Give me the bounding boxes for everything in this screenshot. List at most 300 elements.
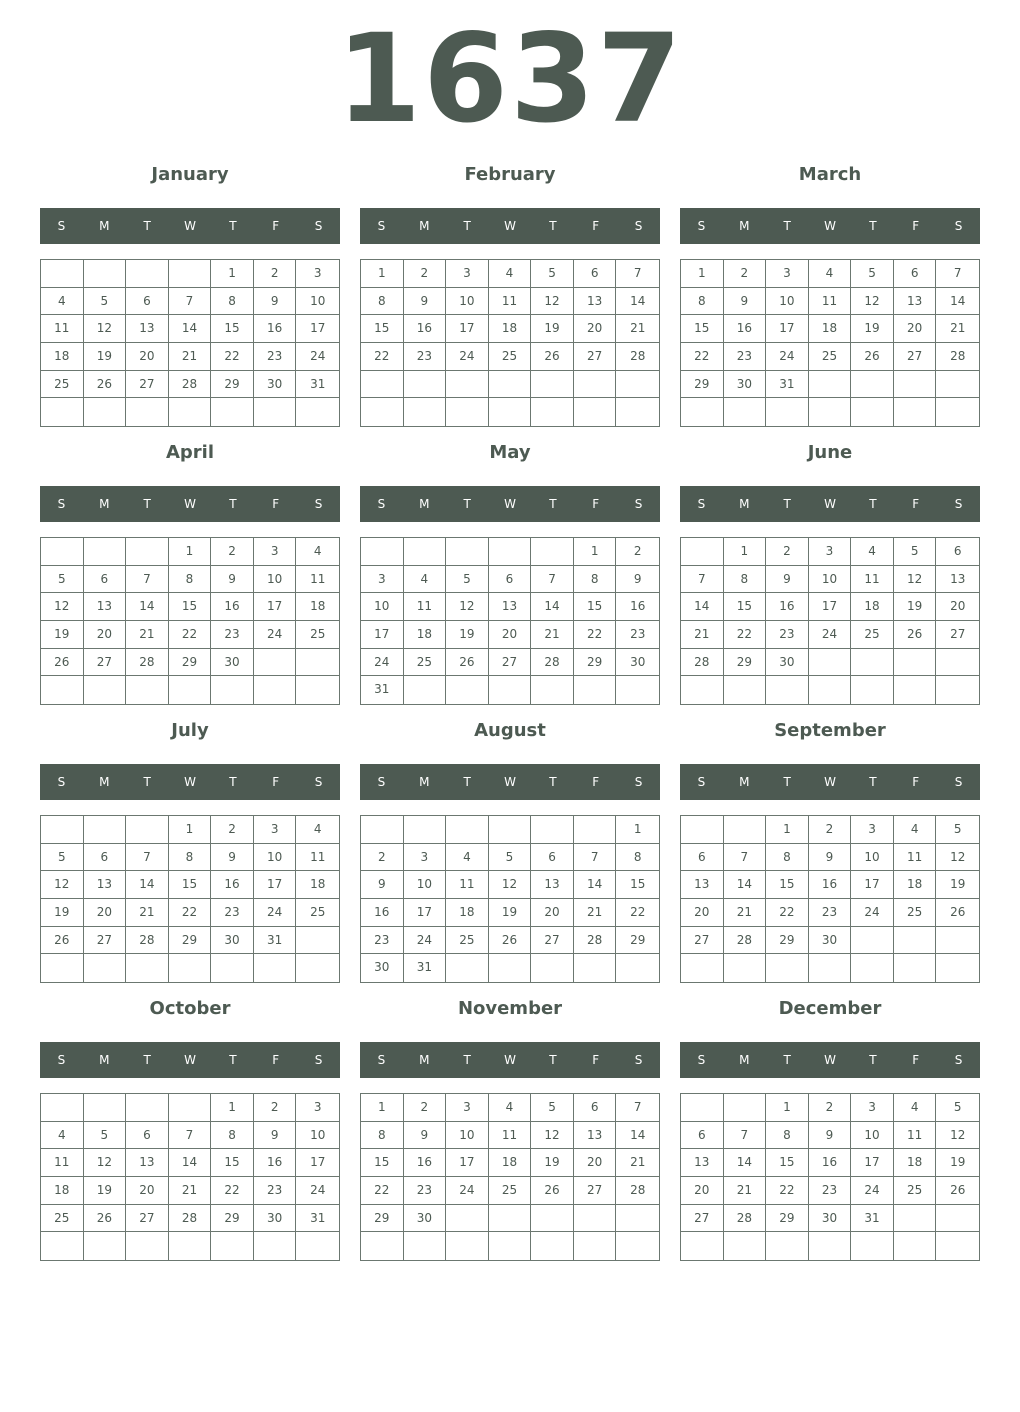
- empty-day-cell: [126, 538, 169, 566]
- empty-day-cell: [531, 676, 574, 704]
- empty-day-cell: [894, 1205, 937, 1233]
- day-cell: 28: [574, 927, 617, 955]
- day-cell: 26: [936, 1177, 979, 1205]
- empty-day-cell: [489, 816, 532, 844]
- day-cell: 2: [766, 538, 809, 566]
- weekday-label: S: [377, 1053, 386, 1067]
- empty-day-cell: [531, 398, 574, 426]
- day-cell: 28: [126, 927, 169, 955]
- day-cell: 8: [211, 1122, 254, 1150]
- day-grid: [360, 815, 660, 983]
- weekday-label: M: [739, 219, 750, 233]
- day-cell: 15: [169, 593, 212, 621]
- day-cell: 22: [766, 899, 809, 927]
- day-cell: 15: [169, 871, 212, 899]
- day-cell: 22: [211, 1177, 254, 1205]
- day-cell: 8: [766, 1122, 809, 1150]
- day-cell: 18: [404, 621, 447, 649]
- day-cell: 30: [616, 649, 659, 677]
- day-cell: 8: [681, 288, 724, 316]
- empty-day-cell: [936, 1232, 979, 1260]
- empty-day-cell: [724, 398, 767, 426]
- day-cell: 5: [894, 538, 937, 566]
- day-grid: [40, 815, 340, 983]
- day-cell: 14: [681, 593, 724, 621]
- empty-day-cell: [489, 398, 532, 426]
- empty-day-cell: [169, 260, 212, 288]
- empty-day-cell: [84, 1232, 127, 1260]
- day-cell: 12: [851, 288, 894, 316]
- day-cell: 23: [254, 343, 297, 371]
- empty-day-cell: [361, 538, 404, 566]
- day-cell: 31: [404, 954, 447, 982]
- day-cell: 7: [531, 566, 574, 594]
- weekday-label: T: [549, 775, 557, 789]
- day-cell: 19: [84, 343, 127, 371]
- empty-day-cell: [211, 676, 254, 704]
- empty-day-cell: [296, 676, 339, 704]
- day-cell: 13: [126, 315, 169, 343]
- day-cell: 23: [404, 1177, 447, 1205]
- weekday-header: [360, 486, 660, 522]
- weekday-label: T: [463, 219, 471, 233]
- day-cell: 20: [84, 899, 127, 927]
- day-cell: 7: [126, 844, 169, 872]
- day-cell: 7: [724, 844, 767, 872]
- day-cell: 30: [254, 371, 297, 399]
- day-cell: 27: [681, 927, 724, 955]
- empty-day-cell: [361, 398, 404, 426]
- day-cell: 31: [851, 1205, 894, 1233]
- day-cell: 29: [169, 649, 212, 677]
- empty-day-cell: [404, 398, 447, 426]
- empty-day-cell: [531, 816, 574, 844]
- day-cell: 16: [361, 899, 404, 927]
- weekday-label: F: [912, 497, 920, 511]
- weekday-label: F: [272, 219, 280, 233]
- day-cell: 6: [936, 538, 979, 566]
- weekday-header: [40, 486, 340, 522]
- empty-day-cell: [41, 1094, 84, 1122]
- day-cell: 30: [361, 954, 404, 982]
- day-cell: 16: [766, 593, 809, 621]
- day-grid: [40, 1093, 340, 1261]
- day-cell: 2: [616, 538, 659, 566]
- day-cell: 7: [169, 288, 212, 316]
- day-cell: 24: [361, 649, 404, 677]
- day-cell: 2: [404, 260, 447, 288]
- day-cell: 1: [361, 260, 404, 288]
- empty-day-cell: [574, 371, 617, 399]
- empty-day-cell: [766, 398, 809, 426]
- day-cell: 1: [211, 1094, 254, 1122]
- day-cell: 29: [211, 1205, 254, 1233]
- day-cell: 9: [211, 844, 254, 872]
- day-grid: [680, 815, 980, 983]
- day-cell: 12: [489, 871, 532, 899]
- empty-day-cell: [574, 676, 617, 704]
- day-cell: 31: [361, 676, 404, 704]
- weekday-label: F: [272, 1053, 280, 1067]
- empty-day-cell: [681, 398, 724, 426]
- day-cell: 21: [169, 1177, 212, 1205]
- day-cell: 13: [894, 288, 937, 316]
- day-cell: 18: [489, 315, 532, 343]
- day-cell: 19: [446, 621, 489, 649]
- day-cell: 5: [936, 816, 979, 844]
- day-cell: 13: [681, 871, 724, 899]
- day-cell: 24: [446, 343, 489, 371]
- day-cell: 14: [126, 593, 169, 621]
- day-cell: 25: [894, 899, 937, 927]
- day-cell: 1: [766, 1094, 809, 1122]
- empty-day-cell: [41, 954, 84, 982]
- day-cell: 9: [766, 566, 809, 594]
- day-cell: 23: [211, 621, 254, 649]
- day-cell: 30: [254, 1205, 297, 1233]
- day-cell: 20: [126, 1177, 169, 1205]
- weekday-label: S: [314, 775, 323, 789]
- weekday-label: F: [592, 775, 600, 789]
- empty-day-cell: [446, 1205, 489, 1233]
- empty-day-cell: [531, 538, 574, 566]
- day-cell: 2: [809, 1094, 852, 1122]
- weekday-label: M: [739, 1053, 750, 1067]
- day-cell: 13: [531, 871, 574, 899]
- weekday-label: M: [419, 1053, 430, 1067]
- day-cell: 6: [574, 1094, 617, 1122]
- day-cell: 3: [851, 816, 894, 844]
- day-cell: 17: [766, 315, 809, 343]
- day-cell: 12: [531, 288, 574, 316]
- day-cell: 11: [41, 1149, 84, 1177]
- day-cell: 14: [531, 593, 574, 621]
- weekday-label: S: [57, 775, 66, 789]
- day-cell: 14: [724, 1149, 767, 1177]
- empty-day-cell: [361, 371, 404, 399]
- day-cell: 1: [724, 538, 767, 566]
- day-cell: 4: [489, 260, 532, 288]
- day-cell: 19: [894, 593, 937, 621]
- month-name: April: [165, 442, 215, 463]
- day-cell: 13: [84, 871, 127, 899]
- day-cell: 28: [724, 1205, 767, 1233]
- day-cell: 1: [766, 816, 809, 844]
- day-cell: 25: [446, 927, 489, 955]
- day-cell: 12: [894, 566, 937, 594]
- weekday-header: [680, 208, 980, 244]
- day-cell: 26: [894, 621, 937, 649]
- weekday-header: [40, 1042, 340, 1078]
- day-cell: 19: [936, 1149, 979, 1177]
- day-cell: 12: [446, 593, 489, 621]
- day-cell: 1: [169, 538, 212, 566]
- day-cell: 15: [616, 871, 659, 899]
- empty-day-cell: [41, 676, 84, 704]
- day-cell: 9: [254, 288, 297, 316]
- empty-day-cell: [616, 954, 659, 982]
- day-cell: 19: [851, 315, 894, 343]
- day-cell: 22: [361, 1177, 404, 1205]
- empty-day-cell: [446, 538, 489, 566]
- day-cell: 23: [254, 1177, 297, 1205]
- day-cell: 7: [169, 1122, 212, 1150]
- empty-day-cell: [681, 954, 724, 982]
- day-cell: 16: [211, 871, 254, 899]
- day-cell: 18: [809, 315, 852, 343]
- empty-day-cell: [169, 676, 212, 704]
- empty-day-cell: [296, 1232, 339, 1260]
- weekday-label: T: [229, 775, 237, 789]
- day-cell: 10: [296, 288, 339, 316]
- day-cell: 27: [126, 371, 169, 399]
- day-cell: 23: [211, 899, 254, 927]
- day-cell: 10: [361, 593, 404, 621]
- empty-day-cell: [211, 398, 254, 426]
- day-cell: 30: [809, 927, 852, 955]
- day-cell: 6: [531, 844, 574, 872]
- day-cell: 19: [936, 871, 979, 899]
- day-cell: 10: [446, 1122, 489, 1150]
- day-cell: 2: [809, 816, 852, 844]
- day-cell: 5: [936, 1094, 979, 1122]
- day-cell: 10: [296, 1122, 339, 1150]
- day-cell: 13: [126, 1149, 169, 1177]
- weekday-label: S: [697, 1053, 706, 1067]
- day-cell: 7: [616, 1094, 659, 1122]
- day-cell: 29: [211, 371, 254, 399]
- empty-day-cell: [531, 371, 574, 399]
- day-cell: 23: [766, 621, 809, 649]
- day-cell: 8: [169, 844, 212, 872]
- day-cell: 18: [41, 343, 84, 371]
- empty-day-cell: [84, 538, 127, 566]
- empty-day-cell: [936, 649, 979, 677]
- day-cell: 3: [296, 260, 339, 288]
- day-cell: 27: [531, 927, 574, 955]
- day-cell: 19: [41, 621, 84, 649]
- day-cell: 26: [489, 927, 532, 955]
- day-cell: 19: [41, 899, 84, 927]
- weekday-label: W: [504, 1053, 516, 1067]
- day-cell: 14: [169, 315, 212, 343]
- empty-day-cell: [446, 398, 489, 426]
- day-cell: 10: [254, 566, 297, 594]
- empty-day-cell: [211, 1232, 254, 1260]
- day-cell: 22: [361, 343, 404, 371]
- day-cell: 9: [616, 566, 659, 594]
- weekday-label: M: [739, 497, 750, 511]
- day-cell: 24: [296, 1177, 339, 1205]
- day-cell: 15: [724, 593, 767, 621]
- day-cell: 6: [681, 1122, 724, 1150]
- day-cell: 25: [296, 899, 339, 927]
- day-cell: 22: [169, 621, 212, 649]
- weekday-header: [680, 1042, 980, 1078]
- day-cell: 8: [766, 844, 809, 872]
- empty-day-cell: [681, 816, 724, 844]
- day-cell: 2: [724, 260, 767, 288]
- day-cell: 23: [404, 343, 447, 371]
- day-cell: 28: [169, 371, 212, 399]
- empty-day-cell: [851, 954, 894, 982]
- day-cell: 30: [809, 1205, 852, 1233]
- empty-day-cell: [446, 371, 489, 399]
- empty-day-cell: [404, 538, 447, 566]
- day-cell: 4: [894, 816, 937, 844]
- day-grid: [680, 1093, 980, 1261]
- empty-day-cell: [361, 1232, 404, 1260]
- day-cell: 13: [574, 288, 617, 316]
- day-cell: 31: [296, 371, 339, 399]
- day-cell: 13: [84, 593, 127, 621]
- day-cell: 29: [574, 649, 617, 677]
- day-cell: 31: [254, 927, 297, 955]
- weekday-label: S: [634, 219, 643, 233]
- day-cell: 27: [574, 1177, 617, 1205]
- day-cell: 8: [574, 566, 617, 594]
- day-cell: 11: [489, 288, 532, 316]
- day-cell: 6: [84, 844, 127, 872]
- month-name: June: [807, 442, 853, 463]
- day-cell: 15: [211, 315, 254, 343]
- weekday-label: T: [869, 219, 877, 233]
- day-cell: 20: [894, 315, 937, 343]
- day-cell: 8: [361, 288, 404, 316]
- weekday-label: T: [463, 497, 471, 511]
- day-cell: 26: [531, 343, 574, 371]
- day-cell: 20: [681, 899, 724, 927]
- day-cell: 11: [41, 315, 84, 343]
- weekday-header: [680, 764, 980, 800]
- weekday-label: S: [634, 775, 643, 789]
- empty-day-cell: [894, 927, 937, 955]
- weekday-label: M: [99, 497, 110, 511]
- day-grid: [680, 537, 980, 705]
- day-cell: 26: [446, 649, 489, 677]
- empty-day-cell: [254, 676, 297, 704]
- day-cell: 3: [809, 538, 852, 566]
- weekday-label: S: [954, 497, 963, 511]
- empty-day-cell: [489, 1232, 532, 1260]
- day-cell: 29: [361, 1205, 404, 1233]
- day-cell: 25: [489, 1177, 532, 1205]
- day-cell: 11: [404, 593, 447, 621]
- weekday-label: F: [592, 219, 600, 233]
- day-cell: 12: [41, 593, 84, 621]
- year-title: 1637: [336, 8, 684, 150]
- day-cell: 20: [489, 621, 532, 649]
- day-cell: 11: [446, 871, 489, 899]
- day-cell: 5: [489, 844, 532, 872]
- day-cell: 24: [404, 927, 447, 955]
- day-cell: 4: [489, 1094, 532, 1122]
- day-cell: 4: [894, 1094, 937, 1122]
- weekday-label: W: [504, 219, 516, 233]
- empty-day-cell: [126, 1094, 169, 1122]
- empty-day-cell: [84, 954, 127, 982]
- weekday-label: T: [143, 219, 151, 233]
- empty-day-cell: [724, 954, 767, 982]
- empty-day-cell: [254, 954, 297, 982]
- empty-day-cell: [84, 398, 127, 426]
- empty-day-cell: [489, 954, 532, 982]
- day-cell: 26: [84, 1205, 127, 1233]
- empty-day-cell: [404, 676, 447, 704]
- day-cell: 7: [574, 844, 617, 872]
- day-cell: 27: [489, 649, 532, 677]
- day-cell: 24: [254, 621, 297, 649]
- day-cell: 6: [84, 566, 127, 594]
- month-name: January: [151, 164, 229, 185]
- weekday-label: W: [184, 775, 196, 789]
- empty-day-cell: [169, 398, 212, 426]
- day-cell: 17: [254, 593, 297, 621]
- day-cell: 11: [809, 288, 852, 316]
- day-cell: 21: [724, 899, 767, 927]
- day-cell: 3: [254, 538, 297, 566]
- empty-day-cell: [126, 260, 169, 288]
- day-cell: 4: [809, 260, 852, 288]
- weekday-label: S: [57, 1053, 66, 1067]
- weekday-label: F: [912, 219, 920, 233]
- day-cell: 2: [254, 260, 297, 288]
- weekday-label: W: [184, 1053, 196, 1067]
- day-cell: 7: [616, 260, 659, 288]
- day-cell: 9: [724, 288, 767, 316]
- weekday-label: T: [869, 1053, 877, 1067]
- day-cell: 16: [404, 1149, 447, 1177]
- empty-day-cell: [809, 398, 852, 426]
- empty-day-cell: [724, 1094, 767, 1122]
- day-cell: 24: [296, 343, 339, 371]
- day-cell: 19: [531, 1149, 574, 1177]
- empty-day-cell: [936, 371, 979, 399]
- day-cell: 18: [851, 593, 894, 621]
- day-cell: 23: [809, 899, 852, 927]
- day-grid: [680, 259, 980, 427]
- day-cell: 18: [489, 1149, 532, 1177]
- day-cell: 4: [446, 844, 489, 872]
- day-cell: 4: [296, 816, 339, 844]
- day-cell: 4: [41, 1122, 84, 1150]
- empty-day-cell: [724, 1232, 767, 1260]
- day-cell: 13: [681, 1149, 724, 1177]
- day-cell: 26: [936, 899, 979, 927]
- empty-day-cell: [211, 954, 254, 982]
- weekday-label: S: [57, 497, 66, 511]
- weekday-label: W: [824, 775, 836, 789]
- day-cell: 24: [851, 899, 894, 927]
- weekday-label: S: [314, 219, 323, 233]
- weekday-label: M: [419, 497, 430, 511]
- day-cell: 25: [41, 371, 84, 399]
- day-cell: 2: [361, 844, 404, 872]
- day-cell: 30: [724, 371, 767, 399]
- day-cell: 21: [169, 343, 212, 371]
- day-cell: 10: [851, 844, 894, 872]
- weekday-label: F: [272, 775, 280, 789]
- empty-day-cell: [894, 676, 937, 704]
- weekday-header: [360, 1042, 660, 1078]
- empty-day-cell: [254, 649, 297, 677]
- weekday-label: T: [549, 219, 557, 233]
- day-cell: 7: [126, 566, 169, 594]
- day-cell: 3: [361, 566, 404, 594]
- weekday-header: [40, 208, 340, 244]
- empty-day-cell: [724, 816, 767, 844]
- day-cell: 21: [724, 1177, 767, 1205]
